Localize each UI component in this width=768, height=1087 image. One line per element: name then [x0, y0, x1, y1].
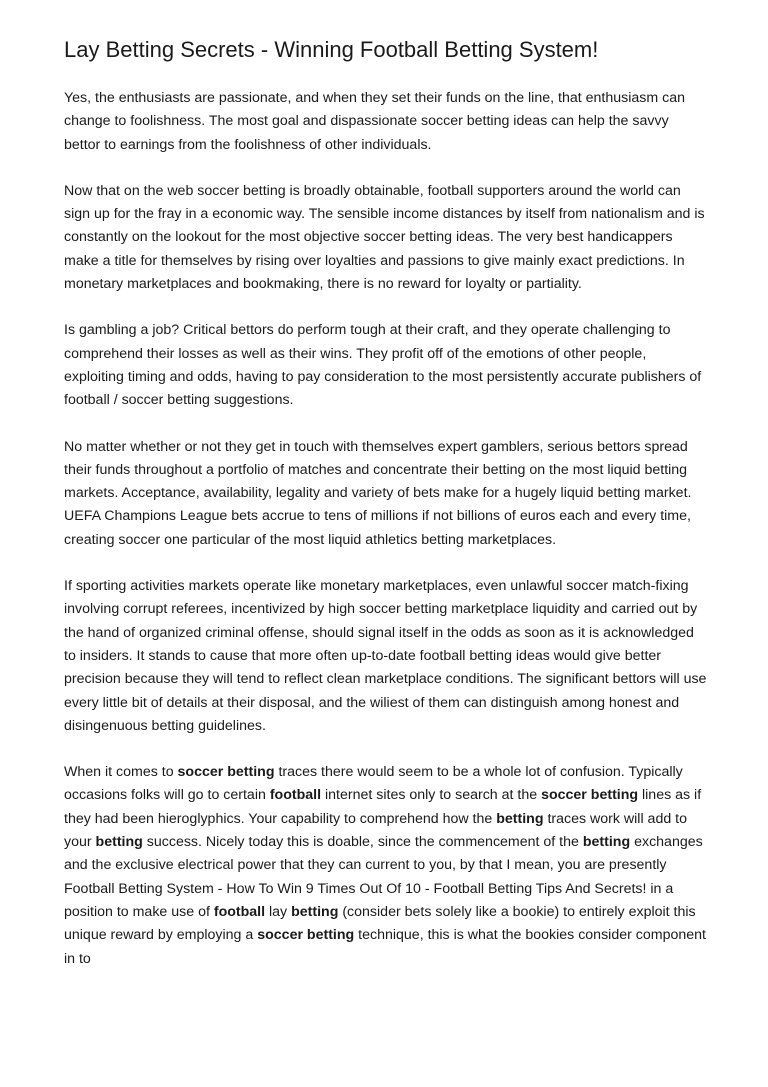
text-segment: lay: [265, 903, 292, 920]
text-segment: technique, this is what the bookies consider component in to: [64, 927, 706, 967]
keyword-soccer-betting: soccer betting: [257, 927, 355, 944]
text-segment: (consider bets solely like a bookie) to entirely exploit this unique reward by employing a: [64, 903, 696, 944]
paragraph-6: [64, 761, 708, 971]
paragraph-2: Now that on the web soccer betting is broadly obtainable, football supporters around the world can sign up for the fray in a economic way. The sensible income distances by itself from nationalism and is constantly on the lookout for the most objective soccer betting ideas. The very best handicappers make a title for themselves by rising over loyalties and passions to give mainly exact predictions. In monetary marketplaces and bookmaking, there is no reward for loyalty or partiality.: [64, 182, 705, 293]
keyword-football: football: [269, 787, 322, 804]
keyword-betting: betting: [590, 787, 639, 804]
paragraph-5: If sporting activities markets operate like monetary marketplaces, even unlawful soccer match-fixing involving corrupt referees, incentivized by high soccer betting marketplace liquidity and carried out by the hand of organized criminal offense, should signal itself in the odds as soon as it is acknowledged to insiders. It stands to cause that more often up-to-date football betting ideas would give better precision because they will tend to reflect clean marketplace conditions. The significant bettors will use every little bit of details at their disposal, and the wiliest of them can distinguish among honest and disingenuous betting guidelines.: [64, 578, 707, 734]
paragraph-3: Is gambling a job? Critical bettors do perform tough at their craft, and they operate challenging to comprehend their losses as well as their wins. They profit off of the emotions of other people, exploiting timing and odds, having to pay consideration to the most persistently accurate publishers of football / soccer betting suggestions.: [64, 322, 702, 409]
keyword-betting: betting: [95, 834, 143, 851]
text-segment: exchanges and the exclusive electrical power that they can current to you, by that I mean, you are presently Football Betting System - How To Win 9 Times Out Of 10 - Football Betting Tips And Secrets! in a position to make use of: [64, 834, 703, 920]
keyword-soccer: soccer: [541, 787, 587, 804]
paragraph-1: Yes, the enthusiasts are passionate, and when they set their funds on the line, that enthusiasm can change to foolishness. The most goal and dispassionate soccer betting ideas can help the savvy bettor to earnings from the foolishness of other individuals.: [64, 90, 685, 153]
keyword-soccer-betting: soccer betting: [177, 764, 275, 781]
keyword-betting: betting: [582, 834, 631, 851]
keyword-betting: betting: [291, 903, 339, 920]
text-segment: lines as if they had been hieroglyphics. Your capability to comprehend how the: [64, 787, 702, 827]
text-segment: traces work will add to your: [64, 810, 688, 851]
keyword-betting: betting: [496, 810, 544, 827]
paragraph-4: No matter whether or not they get in touch with themselves expert gamblers, serious bettors spread their funds throughout a portfolio of matches and concentrate their betting on the most liquid betting markets. Acceptance, availability, legality and variety of bets make for a hugely liquid betting market. UEFA Champions League bets accrue to tens of millions if not billions of euros each and every time, creating soccer one particular of the most liquid athletics betting marketplaces.: [64, 438, 692, 548]
document-title: Lay Betting Secrets - Winning Football Betting System!: [64, 37, 599, 62]
text-segment: internet sites only to search at the: [321, 787, 542, 804]
text-segment: success. Nicely today this is doable, since the commencement of the: [142, 834, 583, 851]
keyword-football: football: [213, 903, 266, 920]
text-segment: When it comes to: [64, 764, 178, 781]
text-segment: traces there would seem to be a whole lot of confusion. Typically occasions folks will go to certain: [64, 764, 683, 804]
